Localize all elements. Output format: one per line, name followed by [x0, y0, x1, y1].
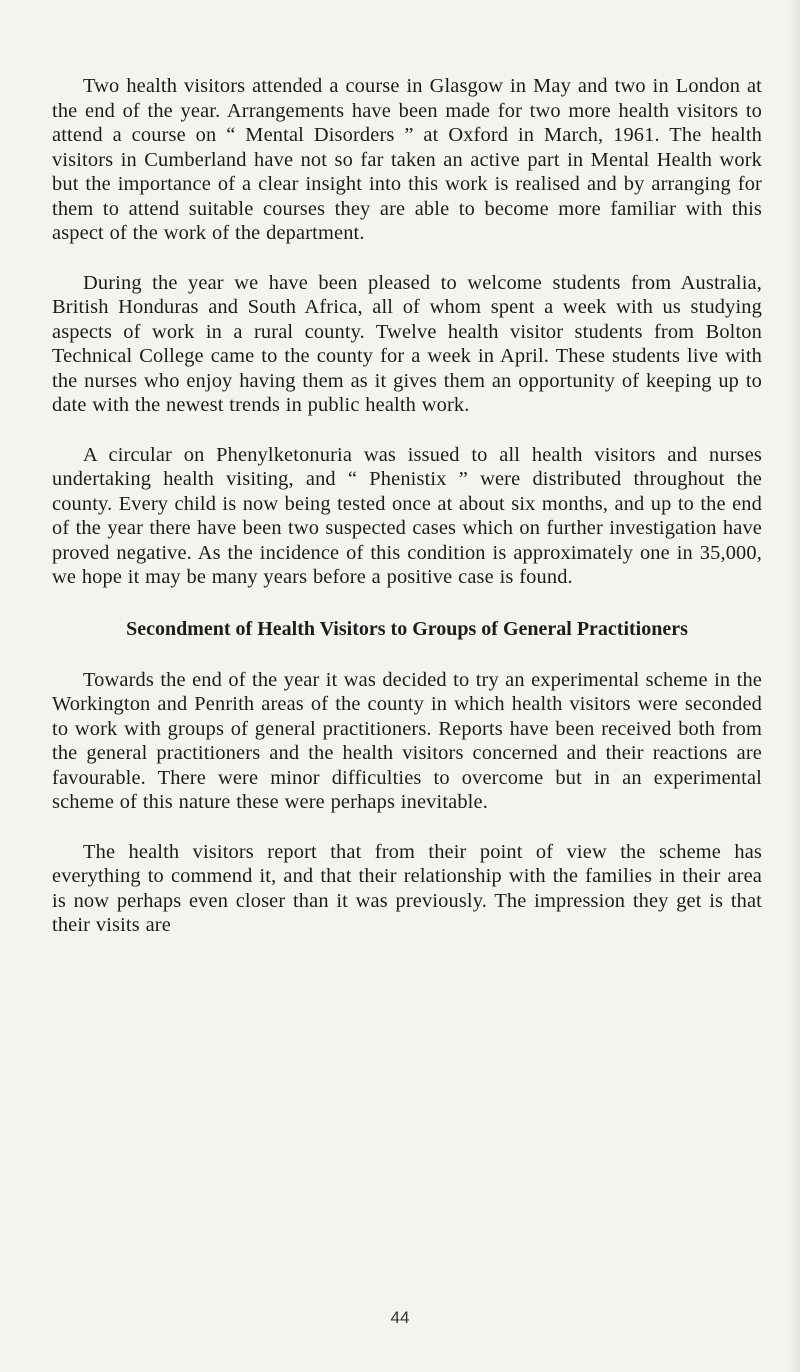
- paragraph-courses: Two health visitors attended a course in Glasgow in May and two in London at the end of the year. Arrangements have been made for two more health visitors to attend a course on “ Mental Disorders ” at Oxford in March, 1961. The health visitors in Cumberland have not so far taken an active part in Mental Health work but the importance of a clear insight into this work is realised and by arranging for them to attend suitable courses they are able to become more familiar with this aspect of the work of the department.: [52, 75, 762, 244]
- document-page: [52, 74, 762, 938]
- paragraph-phenylketonuria: A circular on Phenylketonuria was issued to all health visitors and nurses undertaking health visiting, and “ Phenistix ” were distributed throughout the county. Every child is now being tested once at about six months, and up to the end of the year there have been two suspected cases which on further investigation have proved negative. As the incidence of this condition is approximately one in 35,000, we hope it may be many years before a positive case is found.: [52, 443, 762, 588]
- paragraph-health-visitors-report: The health visitors report that from their point of view the scheme has everything to commend it, and that their relationship with the families in their area is now perhaps even closer than it was previously. The impression they get is that their visits are: [52, 840, 762, 936]
- page-edge-shadow: [786, 0, 800, 1372]
- paragraph-students: During the year we have been pleased to welcome students from Australia, British Honduras and South Africa, all of whom spent a week with us studying aspects of work in a rural county. Twelve health visitor students from Bolton Technical College came to the county for a week in April. These students live with the nurses who enjoy having them as it gives them an opportunity of keeping up to date with the newest trends in public health work.: [52, 271, 762, 416]
- paragraph-experimental-scheme: Towards the end of the year it was decided to try an experimental scheme in the Workington and Penrith areas of the county in which health visitors were seconded to work with groups of general practitioners. Reports have been received both from the general practitioners and the health visitors concerned and their reactions are favourable. There were minor difficulties to overcome but in an experimental scheme of this nature these were perhaps inevitable.: [52, 668, 762, 813]
- section-heading: Secondment of Health Visitors to Groups of General Practitioners: [126, 617, 688, 640]
- page-number: 44: [390, 1308, 410, 1327]
